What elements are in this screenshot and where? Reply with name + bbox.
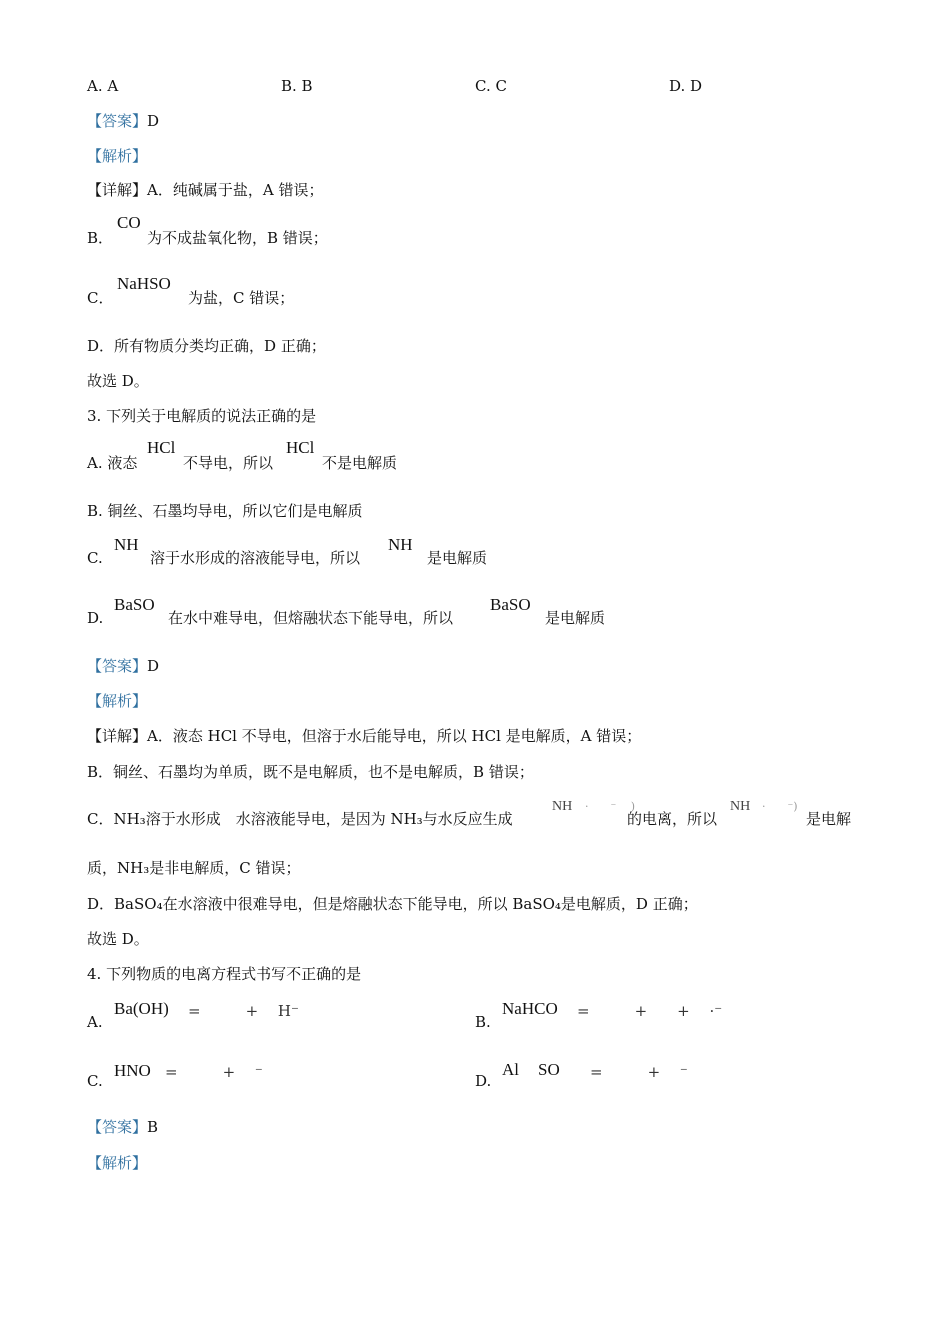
q2-c-formula: NaHSO (117, 274, 171, 293)
q3-analysis-tag: 【解析】 (87, 692, 148, 710)
q4-c-label: C. (87, 1072, 103, 1090)
q3-detail-c-cont: 质，NH₃是非电解质，C 错误； (87, 859, 301, 877)
q3-c-end: 是电解质 (427, 549, 488, 567)
q4-analysis-tag: 【解析】 (87, 1154, 148, 1172)
q3-d-mid: 在水中难导电，但熔融状态下能导电，所以 (168, 609, 454, 627)
option-a: A. A (87, 77, 119, 95)
q2-b-formula: CO (117, 213, 141, 232)
q3-c-label: C. (87, 549, 103, 567)
q3-detail-d: D．BaSO₄在水溶液中很难导电，但是熔融状态下能导电，所以 BaSO₄是电解质，D 正确； (87, 895, 698, 913)
q3-detail-c-part1: C．NH₃溶于水形成 水溶液能导电，是因为 NH₃与水反应生成 (87, 810, 513, 828)
q4-d-rest: = + ⁻ (590, 1063, 688, 1081)
q3-answer-line (87, 656, 159, 676)
q2-detail-d: D．所有物质分类均正确，D 正确； (87, 337, 326, 355)
q3-detail-c-part3: 是电解 (806, 810, 852, 828)
q3-d-formula-2: BaSO (490, 595, 531, 614)
q4-c-formula: HNO (114, 1061, 151, 1080)
q4-stem: 4. 下列物质的电离方程式书写不正确的是 (87, 965, 362, 983)
q4-a-label: A. (87, 1013, 103, 1031)
q3-detail-c-formula-2: NH (730, 799, 751, 814)
answer-tag: 【答案】 (87, 112, 148, 130)
q2-detail-a (87, 180, 323, 200)
q3-a-formula-1: HCl (147, 438, 176, 457)
q2-conclusion: 故选 D。 (87, 372, 149, 390)
q3-d-label: D. (87, 609, 104, 627)
q3-detail-c-fragment-2: · ⁻) (762, 800, 798, 813)
q2-c-text: 为盐，C 错误； (188, 289, 295, 307)
q4-d-formula-2: SO (538, 1060, 560, 1079)
q3-detail-c-formula-1: NH (552, 799, 573, 814)
answer-tag: 【答案】 (87, 1118, 148, 1136)
detail-text: A．纯碱属于盐，A 错误； (147, 181, 324, 199)
q3-a-mid: 不导电，所以 (183, 454, 274, 472)
q3-d-end: 是电解质 (545, 609, 606, 627)
q3-detail-b: B．铜丝、石墨均为单质，既不是电解质，也不是电解质，B 错误； (87, 763, 534, 781)
q3-a-end: 不是电解质 (322, 454, 398, 472)
q4-b-label: B. (475, 1013, 491, 1031)
answer-value: D (147, 657, 160, 675)
q4-a-rest: = + H⁻ (188, 1002, 299, 1020)
q3-a-label: A. 液态 (87, 454, 138, 472)
q3-c-formula-1: NH (114, 535, 139, 554)
detail-tag: 【详解】 (87, 181, 148, 199)
q2-b-text: 为不成盐氧化物，B 错误； (147, 229, 328, 247)
answer-value: D (147, 112, 160, 130)
option-d: D. D (669, 77, 703, 95)
option-b: B. B (281, 77, 313, 95)
q4-b-rest: = + + ·⁻ (577, 1002, 723, 1020)
q4-d-formula-1: Al (502, 1060, 519, 1079)
q3-conclusion: 故选 D。 (87, 930, 149, 948)
q3-detail-c-part2: 的电离，所以 (627, 810, 718, 828)
q3-detail-a (87, 726, 641, 746)
detail-tag: 【详解】 (87, 727, 148, 745)
q3-b: B. 铜丝、石墨均导电，所以它们是电解质 (87, 502, 363, 520)
q4-answer-line (87, 1117, 158, 1137)
answer-value: B (147, 1118, 159, 1136)
q4-b-formula: NaHCO (502, 999, 558, 1018)
option-c: C. C (475, 77, 507, 95)
q3-a-formula-2: HCl (286, 438, 315, 457)
q2-c-label: C． (87, 289, 114, 307)
q4-d-label: D. (475, 1072, 492, 1090)
q3-c-formula-2: NH (388, 535, 413, 554)
q2-b-label: B． (87, 229, 114, 247)
q3-d-formula-1: BaSO (114, 595, 155, 614)
q3-stem: 3. 下列关于电解质的说法正确的是 (87, 407, 317, 425)
q3-detail-c-fragment-1: · ⁻ ) (585, 800, 636, 813)
q4-a-formula: Ba(OH) (114, 999, 169, 1018)
answer-tag: 【答案】 (87, 657, 148, 675)
q2-answer-line (87, 111, 159, 131)
q4-c-rest: = + ⁻ (165, 1063, 263, 1081)
detail-text: A．液态 HCl 不导电，但溶于水后能导电，所以 HCl 是电解质，A 错误； (147, 727, 642, 745)
q2-analysis-tag: 【解析】 (87, 147, 148, 165)
q3-c-mid: 溶于水形成的溶液能导电，所以 (150, 549, 361, 567)
